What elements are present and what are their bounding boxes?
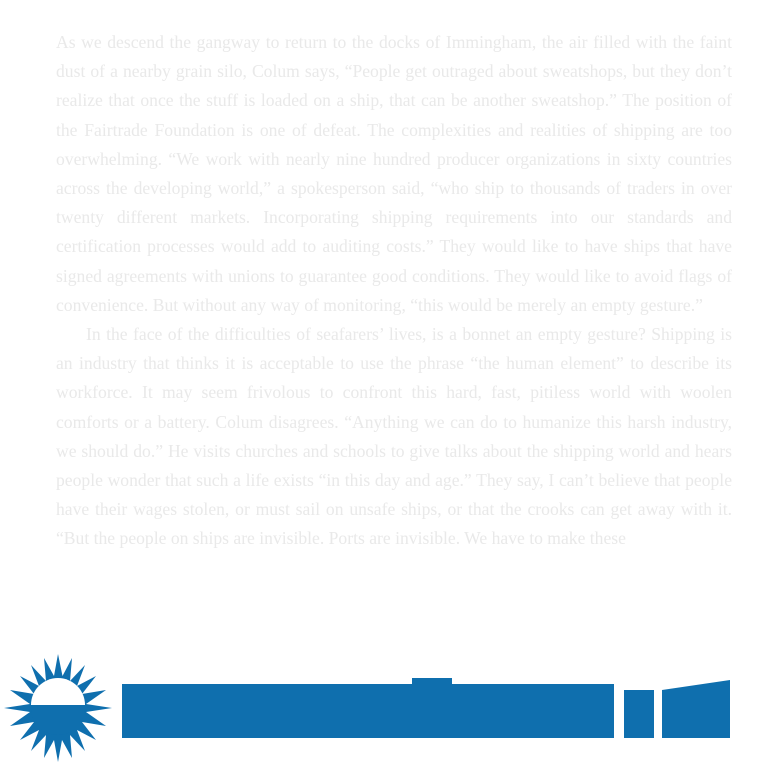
- paragraph-2: In the face of the difficulties of seafarers’ lives, is a bonnet an empty gesture? Shipping is an industry that thinks it is acceptable to use the phrase “the human element” to describe its workforce. It may seem frivolous to confront this hard, fast, pitiless world with woolen comforts or a battery. Colum disagrees. “Anything we can do to humanize this harsh industry, we should do.” He visits churches and schools to give talks about the shipping world and hears people wonder that such a life exists “in this day and age.” They say, I can’t believe that people have their wages stolen, or must sail on unsafe ships, or that the crooks can get away with it. “But the people on ships are invisible. Ports are invisible. We have to make these: [56, 324, 732, 549]
- paragraph-1: As we descend the gangway to return to the docks of Immingham, the air filled with the faint dust of a nearby grain silo, Colum says, “People get outraged about sweatshops, but they don’t realize that once the stuff is loaded on a ship, that can be another sweatshop.” The position of the Fairtrade Foundation is one of defeat. The complexities and realities of shipping are too overwhelming. “We work with nearly nine hundred producer organizations in sixty countries across the developing world,” a spokesperson said, “who ship to thousands of traders in over twenty different markets. Incorporating shipping requirements into our standards and certification processes would add to auditing costs.” They would like to have ships that have signed agreements with unions to guarantee good conditions. They would like to avoid flags of convenience. But without any way of monitoring, “this would be merely an empty gesture.”: [56, 32, 732, 315]
- article-body: [56, 28, 732, 554]
- sunburst-logo-icon: [0, 650, 116, 766]
- banner-end-block: [662, 680, 730, 738]
- banner-small-block: [624, 690, 654, 738]
- banner-main-bar: [122, 678, 614, 738]
- blue-banner-graphic: [122, 678, 730, 738]
